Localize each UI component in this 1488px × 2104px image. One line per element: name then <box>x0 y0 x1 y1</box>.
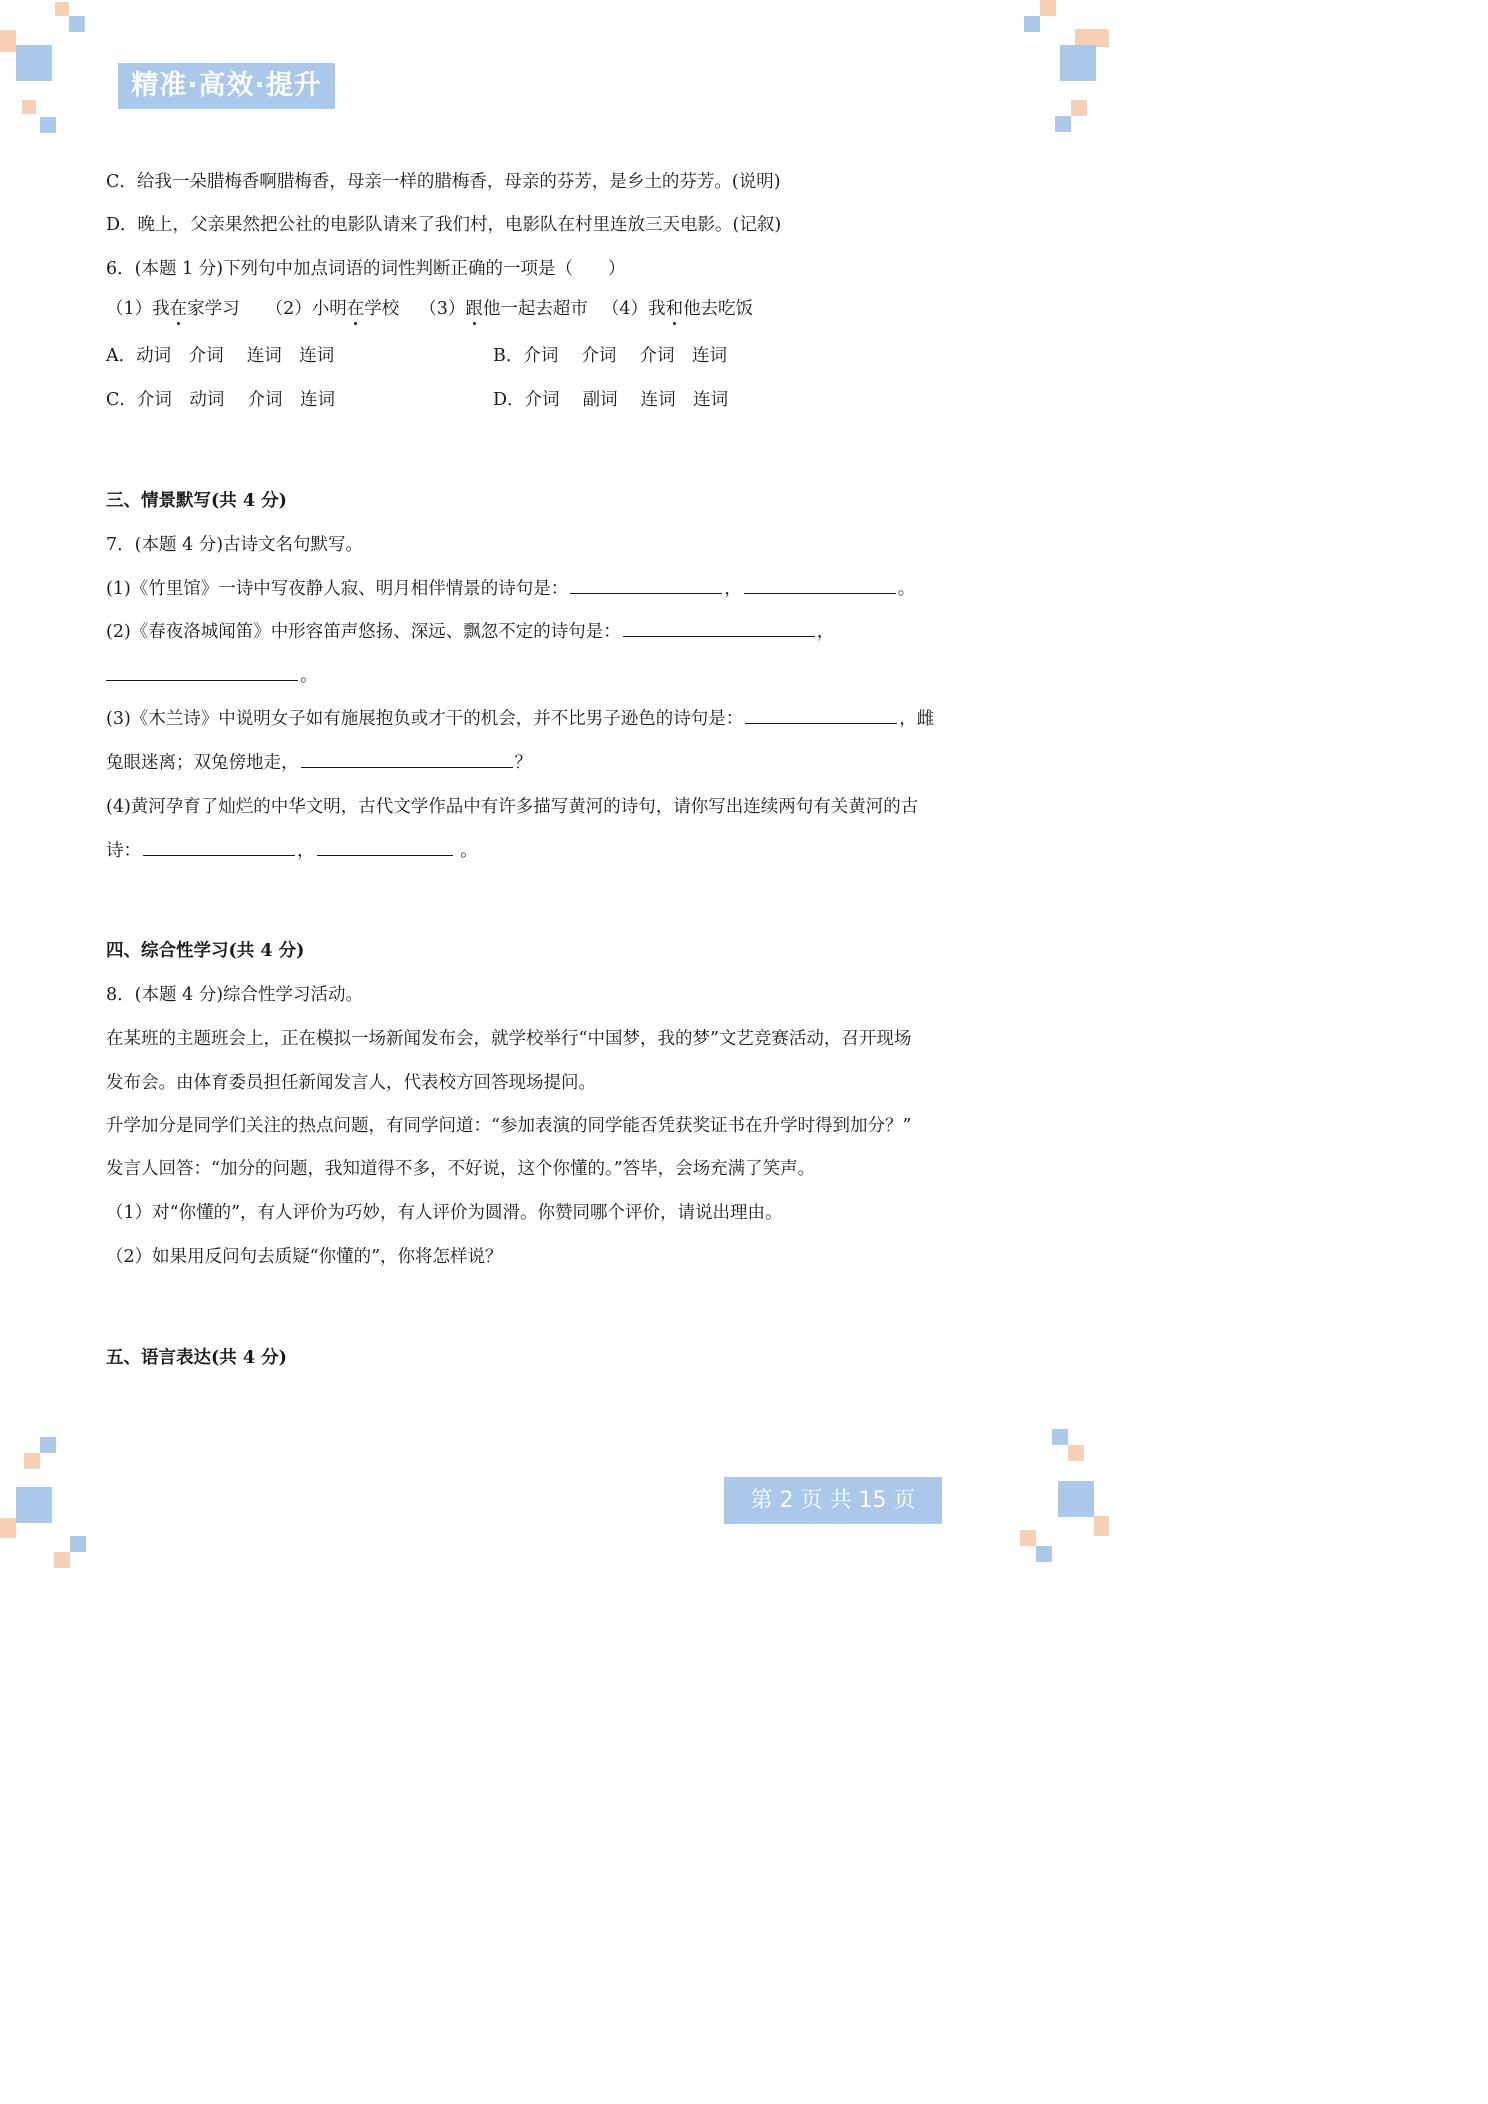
q6-option-a: A．动词 介词 连词 连词 <box>106 346 335 366</box>
q8-text-line-3: 升学加分是同学们关注的热点问题，有同学问道：“参加表演的同学能否凭获奖证书在升学时得到加分？” <box>106 1116 912 1136</box>
q7-part-4: (4)黄河孕育了灿烂的中华文明，古代文学作品中有许多描写黄河的诗句，请你写出连续两句有关黄河的古 <box>106 797 919 817</box>
answer-blank <box>317 839 453 856</box>
answer-blank <box>301 751 513 768</box>
page-indicator: 第 2 页 共 15 页 <box>724 1477 942 1524</box>
q6-sentence-2: （2）小明在学校 <box>265 299 400 319</box>
emphasis-dot-word: 在 <box>169 299 188 319</box>
q6-sentence-3: （3）跟他一起去超市 <box>419 299 588 319</box>
q8-question-2: （2）如果用反问句去质疑“你懂的”，你将怎样说？ <box>106 1247 503 1267</box>
q7-part-1: (1)《竹里馆》一诗中写夜静人寂、明月相伴情景的诗句是： ， 。 <box>106 579 916 599</box>
q7-part-3-continued: 兔眼迷离；双兔傍地走， ？ <box>106 753 532 773</box>
answer-blank <box>745 707 897 724</box>
q6-option-d: D．介词 副词 连词 连词 <box>493 390 729 410</box>
section-4-heading: 四、综合性学习(共 4 分) <box>106 941 305 961</box>
q6-option-b: B．介词 介词 介词 连词 <box>493 346 727 366</box>
q5-option-d: D．晚上，父亲果然把公社的电影队请来了我们村，电影队在村里连放三天电影。(记叙) <box>106 215 782 235</box>
emphasis-dot-word: 在 <box>346 299 365 319</box>
answer-blank <box>744 577 896 594</box>
answer-blank <box>106 664 298 681</box>
q7-part-4-continued: 诗： ， 。 <box>106 841 478 861</box>
q8-text-line-4: 发言人回答：“加分的问题，我知道得不多，不好说，这个你懂的。”答毕，会场充满了笑声。 <box>106 1159 816 1179</box>
q7-part-2-continued: 。 <box>106 664 318 688</box>
q8-question-1: （1）对“你懂的”，有人评价为巧妙，有人评价为圆滑。你赞同哪个评价，请说出理由。 <box>106 1203 783 1223</box>
emphasis-dot-word: 和 <box>665 299 684 319</box>
q8-text-line-1: 在某班的主题班会上，正在模拟一场新闻发布会，就学校举行“中国梦，我的梦”文艺竞赛活动，召开现场 <box>106 1029 912 1049</box>
answer-blank <box>570 577 722 594</box>
q6-stem: 6．(本题 1 分)下列句中加点词语的词性判断正确的一项是（ ） <box>106 259 626 279</box>
q7-part-2: (2)《春夜洛城闻笛》中形容笛声悠扬、深远、飘忽不定的诗句是： ， <box>106 622 835 642</box>
q7-stem: 7．(本题 4 分)古诗文名句默写。 <box>106 535 364 555</box>
q7-part-3: (3)《木兰诗》中说明女子如有施展抱负或才干的机会，并不比男子逊色的诗句是： ，雌 <box>106 709 935 729</box>
answer-blank <box>143 839 295 856</box>
q6-option-c: C．介词 动词 介词 连词 <box>106 390 335 410</box>
q6-sentence-1: （1）我在家学习 <box>106 299 240 319</box>
section-5-heading: 五、语言表达(共 4 分) <box>106 1348 287 1368</box>
section-3-heading: 三、情景默写(共 4 分) <box>106 491 287 511</box>
emphasis-dot-word: 跟 <box>465 299 483 319</box>
q5-option-c: C．给我一朵腊梅香啊腊梅香，母亲一样的腊梅香，母亲的芬芳，是乡土的芬芳。(说明) <box>106 172 781 192</box>
q8-stem: 8．(本题 4 分)综合性学习活动。 <box>106 985 364 1005</box>
q6-sentences <box>106 297 753 321</box>
answer-blank <box>623 620 815 637</box>
brand-banner: 精准·高效·提升 <box>118 63 335 109</box>
q8-text-line-2: 发布会。由体育委员担任新闻发言人，代表校方回答现场提问。 <box>106 1073 596 1093</box>
q6-sentence-4: （4）我和他去吃饭 <box>601 299 754 319</box>
